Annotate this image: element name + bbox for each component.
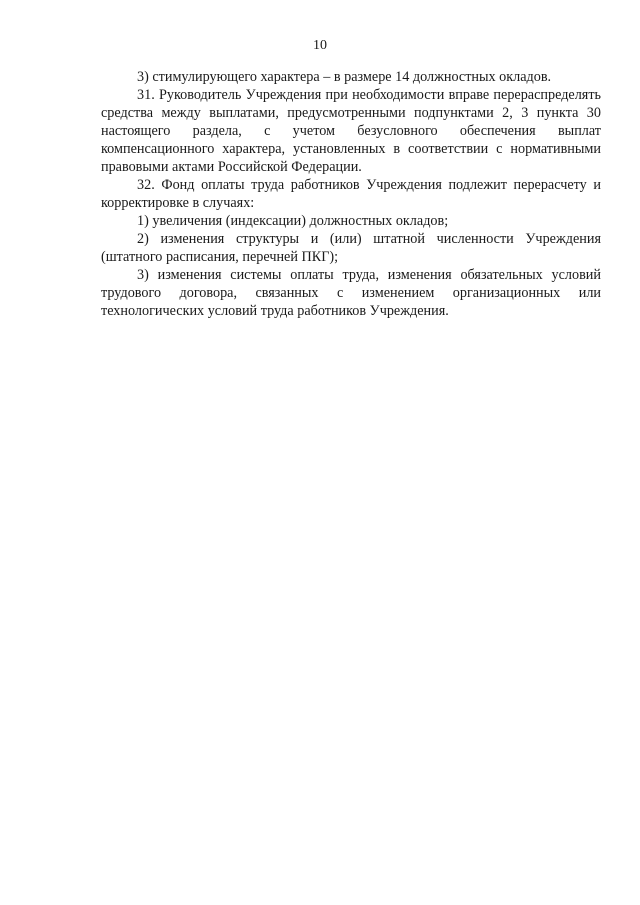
page-number: 10 bbox=[313, 38, 327, 53]
paragraph-stimulating-payments: 3) стимулирующего характера – в размере 14 должностных окладов. bbox=[137, 69, 552, 85]
list-item-3: 3) изменения системы оплаты труда, изменения обязательных условий трудового договора, связанных с изменением организационных или технологических условий труда работников Учреждения. bbox=[101, 267, 601, 319]
document-body bbox=[101, 68, 601, 320]
paragraph-31: 31. Руководитель Учреждения при необходимости вправе перераспределять средства между выплатами, предусмотренными подпунктами 2, 3 пункта 30 настоящего раздела, с учетом безусловного обеспечения выплат компенсационного характера, установленных в соответствии с нормативными правовыми актами Российской Федерации. bbox=[101, 87, 601, 175]
list-item-1: 1) увеличения (индексации) должностных окладов; bbox=[137, 213, 449, 229]
list-item-2: 2) изменения структуры и (или) штатной численности Учреждения (штатного расписания, перечней ПКГ); bbox=[101, 231, 601, 265]
paragraph-32: 32. Фонд оплаты труда работников Учреждения подлежит перерасчету и корректировке в случаях: bbox=[101, 177, 601, 211]
